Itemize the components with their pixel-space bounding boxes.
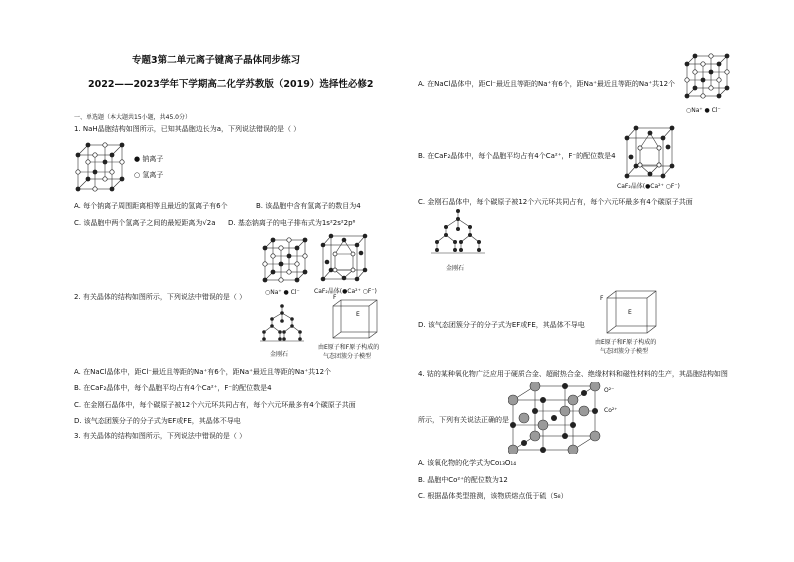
q3-caf2-cell-figure [624,124,676,180]
q1-option-a: A. 每个钠离子周围距离相等且最近的氢离子有6个 [74,202,228,210]
q4-option-a: A. 该氧化物的化学式为Co₁₃O₁₄ [418,459,517,467]
q3-option-a: A. 在NaCl晶体中，距Cl⁻最近且等距的Na⁺有6个，距Na⁺最近且等距的Na⁺共12个 [418,80,676,88]
q2-caption-diamond: 金刚石 [270,351,289,358]
q2-caption-caf2: CaF₂晶体(●Ca²⁺ ○F⁻) [314,288,377,295]
q3-label-e: E [628,309,632,316]
q3-option-c: C. 金刚石晶体中，每个碳原子被12个六元环共同占有，每个六元环最多有4个碳原子共面 [418,198,693,206]
q2-stem: 2. 有关晶体的结构如图所示，下列说法中错误的是（ ） [74,293,247,301]
q3-option-b: B. 在CaF₂晶体中，每个晶胞平均占有4个Ca²⁺，F⁻的配位数是4 [418,152,616,160]
q3-stem: 3. 有关晶体的结构如图所示，下列说法中错误的是（ ） [74,432,247,440]
q4-label-oxide: O²⁻ [604,387,615,394]
q3-caption-nacl: ○Na⁺ ● Cl⁻ [686,107,721,114]
q2-label-f: F [333,294,337,301]
q2-option-d: D. 该气态团簇分子的分子式为EF或FE，其晶体不导电 [74,417,241,425]
nacl-cell-figure [262,236,308,284]
q2-caption-cluster-1: 由E原子和F原子构成的 [318,344,380,351]
q2-option-c: C. 在金刚石晶体中，每个碳原子被12个六元环共同占有，每个六元环最多有4个碳原子共面 [74,401,356,409]
caf2-cell-figure [320,232,368,284]
doc-title: 专题3第二单元离子键离子晶体同步练习 [132,55,301,66]
q3-option-d: D. 该气态团簇分子的分子式为EF或FE，其晶体不导电 [418,321,585,329]
q4-option-c: C. 根据晶体类型推测，该物质熔点低于硫（S₈） [418,492,568,500]
q3-nacl-cell-figure [684,52,730,100]
q3-diamond-structure-figure [428,208,488,260]
q2-option-b: B. 在CaF₂晶体中，每个晶胞平均占有4个Ca²⁺，F⁻的配位数是4 [74,384,272,392]
q3-caption-cluster-1: 由E原子和F原子构成的 [595,339,657,346]
q1-legend-h: ○ 氢离子 [134,171,164,179]
nah-cell-figure [74,141,126,193]
q2-caption-nacl: ○Na⁺ ● Cl⁻ [265,289,300,296]
section-heading: 一、单选题（本大题共15小题，共45.0分） [74,114,191,121]
cluster-cube-figure [330,297,380,341]
q3-caption-diamond: 金刚石 [446,265,465,272]
diamond-structure-figure [257,303,307,347]
q1-option-c: C. 该晶胞中两个氢离子之间的最短距离为√2a [74,219,216,227]
q4-option-b: B. 晶胞中Co²⁺的配位数为12 [418,476,508,484]
q1-stem: 1. NaH晶胞结构如图所示，已知其晶胞边长为a，下列说法错误的是（ ） [74,125,301,133]
q3-cluster-cube-figure [604,288,660,336]
q2-option-a: A. 在NaCl晶体中，距Cl⁻最近且等距的Na⁺有6个，距Na⁺最近且等距的Na⁺共12个 [74,368,332,376]
q4-stem-line1: 4. 钴的某种氧化物广泛应用于硬质合金、超耐热合金、绝缘材料和磁性材料的生产，其晶胞结构如图 [418,370,728,378]
doc-subtitle: 2022——2023学年下学期高二化学苏教版（2019）选择性必修2 [88,79,374,90]
q2-label-e: E [356,311,360,318]
q3-caption-cluster-2: 气态团簇分子模型 [600,348,649,355]
q1-legend-na: ● 钠离子 [134,155,164,163]
q4-stem-line2: 所示，下列有关说法正确的是 [418,416,509,424]
q2-caption-cluster-2: 气态团簇分子模型 [323,353,372,360]
q1-option-d: D. 基态钠离子的电子排布式为1s²2s²2p⁶ [228,219,356,227]
q3-label-f: F [600,295,604,302]
q3-caption-caf2: CaF₂晶体(●Ca²⁺ ○F⁻) [617,183,680,190]
coo-cell-figure [508,382,604,454]
q1-option-b: B. 该晶胞中含有氢离子的数目为4 [256,202,361,210]
q4-label-cobalt: Co²⁺ [604,407,618,414]
